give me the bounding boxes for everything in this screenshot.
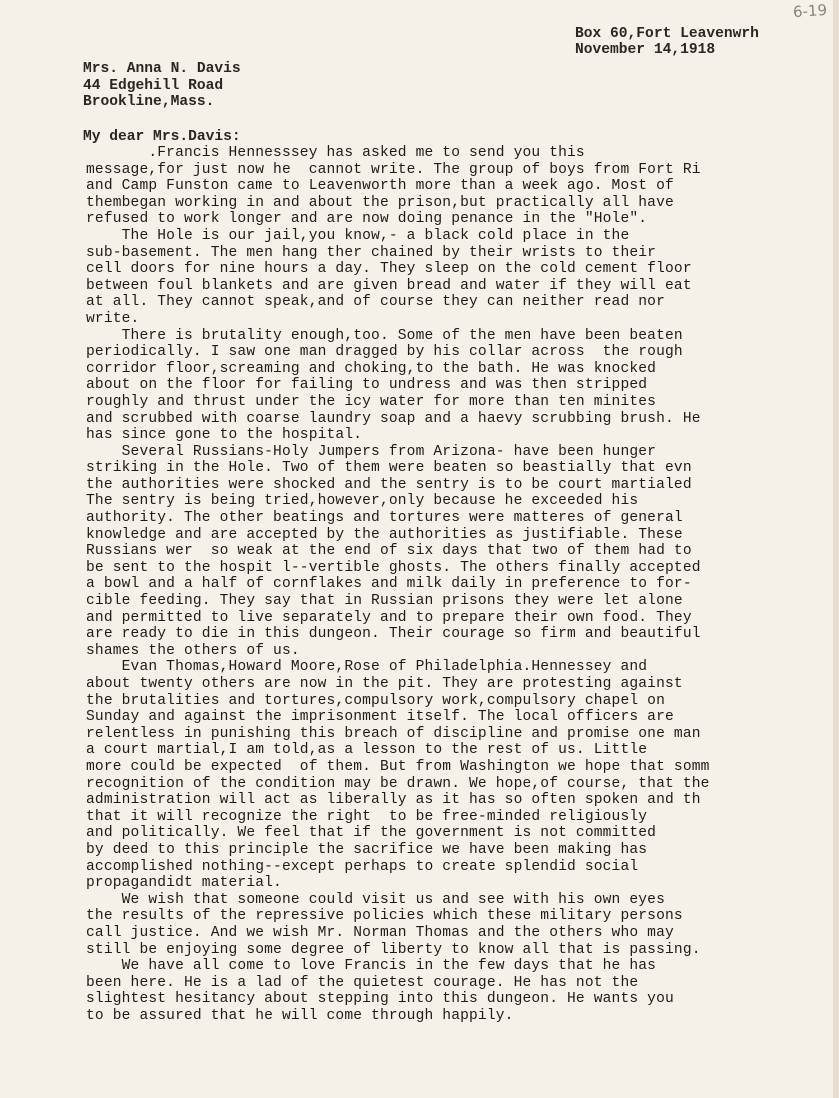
body-line: recognition of the condition may be drawn. We hope,of course, that the: [86, 775, 710, 792]
body-line: accomplished nothing--except perhaps to create splendid social: [86, 858, 639, 875]
body-line: propagandidt material.: [86, 875, 282, 892]
body-line: administration will act as liberally as it has so often spoken and th: [86, 792, 701, 809]
body-line: write.: [86, 310, 140, 327]
salutation: My dear Mrs.Davis:: [83, 129, 241, 145]
body-line: corridor floor,screaming and choking,to the bath. He was knocked: [86, 360, 657, 377]
archive-annotation: 6-19: [792, 0, 828, 22]
body-line: be sent to the hospit l--vertible ghosts. The others finally accepted: [86, 559, 701, 576]
body-line: slightest hesitancy about stepping into this dungeon. He wants you: [86, 991, 674, 1008]
body-line: striking in the Hole. Two of them were beaten so beastially that evn: [86, 460, 692, 477]
body-line: the brutalities and tortures,compulsory work,compulsory chapel on: [86, 692, 665, 709]
page-edge: [833, 0, 839, 1098]
body-line: between foul blankets and are given bread and water if they will eat: [86, 277, 692, 294]
body-line: sub-basement. The men hang ther chained by their wrists to their: [86, 244, 657, 261]
body-line: cible feeding. They say that in Russian prisons they were let alone: [86, 593, 683, 610]
body-line: roughly and thrust under the icy water for more than ten minites: [86, 393, 657, 410]
body-line: and Camp Funston came to Leavenworth more than a week ago. Most of: [86, 178, 674, 195]
body-line: Sunday and against the imprisonment itself. The local officers are: [86, 709, 674, 726]
body-line: has since gone to the hospital.: [86, 427, 363, 444]
body-line: a court martial,I am told,as a lesson to the rest of us. Little: [86, 742, 648, 759]
body-line: message,for just now he cannot write. The group of boys from Fort Ri: [86, 161, 701, 178]
body-line: cell doors for nine hours a day. They sleep on the cold cement floor: [86, 261, 692, 278]
recipient-city: Brookline,Mass.: [83, 94, 215, 110]
recipient-block: [83, 61, 241, 111]
body-line: that it will recognize the right to be free-minded religiously: [86, 808, 648, 825]
letter-body: [86, 145, 710, 1024]
body-line: refused to work longer and are now doing penance in the "Hole".: [86, 211, 648, 228]
body-line: at all. They cannot speak,and of course they can neither read nor: [86, 294, 665, 311]
body-line: a bowl and a half of cornflakes and milk daily in preference to for-: [86, 576, 692, 593]
body-line: We wish that someone could visit us and see with his own eyes: [86, 891, 665, 908]
body-line: relentless in punishing this breach of discipline and promise one man: [86, 725, 701, 742]
body-line: We have all come to love Francis in the few days that he has: [86, 958, 657, 975]
body-line: the results of the repressive policies which these military persons: [86, 908, 683, 925]
body-line: been here. He is a lad of the quietest courage. He has not the: [86, 974, 639, 991]
letter-header: [575, 26, 759, 58]
recipient-name: Mrs. Anna N. Davis: [83, 61, 241, 77]
body-line: about twenty others are now in the pit. They are protesting against: [86, 676, 683, 692]
body-line: and scrubbed with coarse laundry soap and a haevy scrubbing brush. He: [86, 410, 701, 427]
body-line: shames the others of us.: [86, 642, 300, 659]
body-line: knowledge and are accepted by the authorities as justifiable. These: [86, 526, 683, 543]
body-line: The Hole is our jail,you know,- a black cold place in the: [86, 227, 630, 244]
body-line: thembegan working in and about the prison,but practically all have: [86, 194, 674, 211]
body-line: by deed to this principle the sacrifice we have been making has: [86, 841, 648, 858]
body-line: call justice. And we wish Mr. Norman Thomas and the others who may: [86, 924, 674, 941]
body-line: the authorities were shocked and the sentry is to be court martialed: [86, 476, 692, 493]
body-line: still be enjoying some degree of liberty to know all that is passing.: [86, 941, 701, 958]
recipient-street: 44 Edgehill Road: [83, 77, 224, 94]
body-line: authority. The other beatings and tortures were matteres of general: [86, 510, 683, 527]
body-line: The sentry is being tried,however,only because he exceeded his: [86, 493, 639, 510]
body-line: Evan Thomas,Howard Moore,Rose of Philadelphia.Hennessey and: [86, 659, 648, 676]
body-line: Russians wer so weak at the end of six days that two of them had to: [86, 543, 692, 560]
body-line: more could be expected of them. But from Washington we hope that somm: [86, 758, 710, 775]
body-line: are ready to die in this dungeon. Their courage so firm and beautiful: [86, 626, 701, 643]
body-line: and permitted to live separately and to prepare their own food. They: [86, 609, 692, 626]
body-line: and politically. We feel that if the government is not committed: [86, 825, 657, 842]
sender-address: Box 60,Fort Leavenwrh: [575, 26, 759, 42]
body-line: .Francis Hennesssey has asked me to send you this: [86, 145, 585, 161]
body-line: to be assured that he will come through happily.: [86, 1007, 514, 1024]
body-line: There is brutality enough,too. Some of the men have been beaten: [86, 327, 683, 344]
body-line: Several Russians-Holy Jumpers from Arizona- have been hunger: [86, 443, 657, 460]
body-line: periodically. I saw one man dragged by his collar across the rough: [86, 344, 683, 361]
letter-date: November 14,1918: [575, 42, 716, 58]
body-line: about on the floor for failing to undress and was then stripped: [86, 377, 648, 394]
